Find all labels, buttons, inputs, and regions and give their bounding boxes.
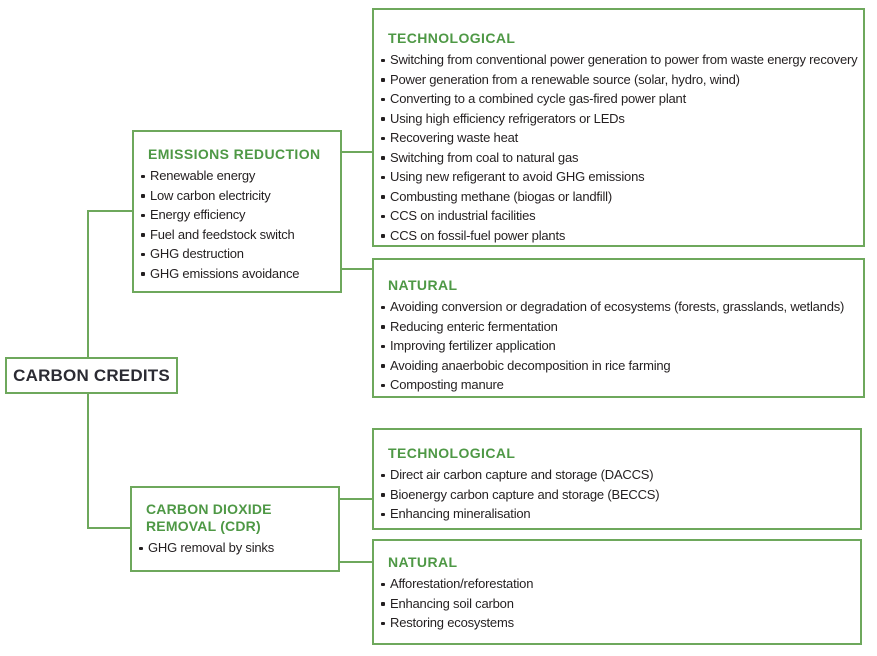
list-item: Energy efficiency [140,205,334,225]
list-item: Bioenergy carbon capture and storage (BECCS) [380,485,854,505]
list-item: Using high efficiency refrigerators or LEDs [380,109,857,129]
list-item: Power generation from a renewable source (solar, hydro, wind) [380,70,857,90]
leaf-node-natural-cdr [372,539,862,645]
list-item: Recovering waste heat [380,128,857,148]
list-item: Low carbon electricity [140,186,334,206]
list-item: Afforestation/reforestation [380,574,854,594]
list-item: Switching from coal to natural gas [380,148,857,168]
list-item: Avoiding conversion or degradation of ecosystems (forests, grasslands, wetlands) [380,297,857,317]
leaf-node-technological-cdr [372,428,862,530]
leaf-title-natural: NATURAL [388,277,458,293]
list-item: Converting to a combined cycle gas-fired power plant [380,89,857,109]
connector-root-to-cdr-vertical [87,394,89,529]
list-item: Renewable energy [140,166,334,186]
connector-cdr-to-technological [340,498,372,500]
list-item: CCS on industrial facilities [380,206,857,226]
connector-emissions-to-natural [342,268,372,270]
branch-node-carbon-dioxide-removal [130,486,340,572]
root-node-carbon-credits [5,357,178,394]
branch-title-cdr: CARBON DIOXIDE REMOVAL (CDR) [146,501,272,534]
leaf-node-natural-emissions [372,258,865,398]
natural-emissions-list [380,297,857,395]
list-item: Switching from conventional power generation to power from waste energy recovery [380,50,857,70]
list-item: GHG removal by sinks [138,538,332,558]
list-item: Improving fertilizer application [380,336,857,356]
list-item: GHG emissions avoidance [140,264,334,284]
leaf-title-natural: NATURAL [388,554,458,570]
connector-emissions-to-technological [342,151,372,153]
technological-emissions-list [380,50,857,245]
leaf-node-technological-emissions [372,8,865,247]
list-item: Restoring ecosystems [380,613,854,633]
leaf-title-technological: TECHNOLOGICAL [388,30,516,46]
list-item: GHG destruction [140,244,334,264]
emissions-reduction-list [140,166,334,283]
list-item: Using new refigerant to avoid GHG emissions [380,167,857,187]
leaf-title-technological: TECHNOLOGICAL [388,445,516,461]
list-item: Fuel and feedstock switch [140,225,334,245]
branch-title-emissions-reduction: EMISSIONS REDUCTION [148,146,321,162]
list-item: Reducing enteric fermentation [380,317,857,337]
root-label: CARBON CREDITS [13,365,170,385]
branch-node-emissions-reduction [132,130,342,293]
connector-root-to-emissions-vertical [87,210,89,358]
list-item: Enhancing soil carbon [380,594,854,614]
list-item: Direct air carbon capture and storage (DACCS) [380,465,854,485]
list-item: Combusting methane (biogas or landfill) [380,187,857,207]
list-item: CCS on fossil-fuel power plants [380,226,857,246]
natural-cdr-list [380,574,854,633]
connector-root-to-emissions-horizontal [87,210,132,212]
list-item: Enhancing mineralisation [380,504,854,524]
list-item: Avoiding anaerbobic decomposition in rice farming [380,356,857,376]
technological-cdr-list [380,465,854,524]
list-item: Composting manure [380,375,857,395]
connector-root-to-cdr-horizontal [87,527,130,529]
cdr-list [138,538,332,558]
connector-cdr-to-natural [340,561,372,563]
